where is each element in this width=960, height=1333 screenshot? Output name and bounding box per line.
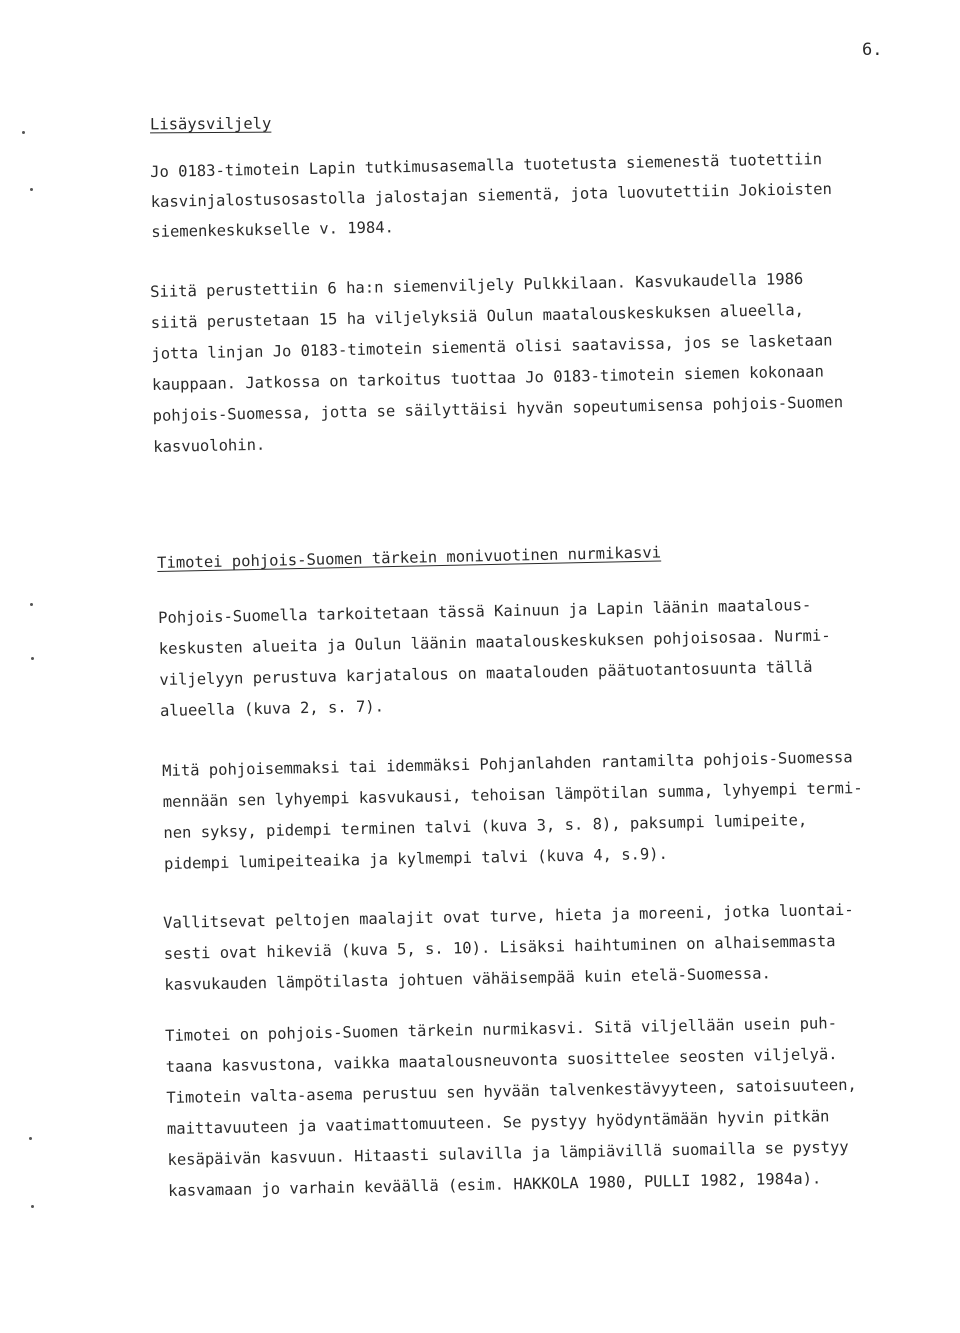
scan-speck	[31, 657, 34, 660]
text-line: alueella (kuva 2, s. 7).	[159, 697, 385, 720]
text-line: kesäpäivän kasvuun. Hitaasti sulavilla ja lämpiävillä suomailla se pystyy	[167, 1137, 849, 1169]
text-line: mennään sen lyhyempi kasvukausi, tehoisan lämpötilan summa, lyhyempi termi-	[162, 778, 863, 811]
text-line: siemenkeskukselle v. 1984.	[151, 218, 395, 241]
text-line: keskusten alueita ja Oulun läänin maatalouskeskuksen pohjoisosaa. Nurmi-	[158, 626, 831, 658]
paragraph	[150, 268, 893, 463]
text-line: taana kasvustona, vaikka maatalousneuvonta suosittelee seosten viljelyä.	[165, 1045, 838, 1076]
paragraph	[162, 747, 904, 872]
text-line: maittavuuteen ja vaatimattomuuteen. Se pystyy hyödyntämään hyvin pitkän	[166, 1107, 830, 1138]
paragraph	[165, 1013, 908, 1200]
scan-speck	[30, 603, 33, 606]
text-line: kasvamaan jo varhain keväällä (esim. HAKKOLA 1980, PULLI 1982, 1984a).	[167, 1169, 822, 1200]
text-line: Timotein valta-asema perustuu sen hyvään talvenkestävyyteen, satoisuuteen,	[166, 1075, 857, 1107]
paragraph	[163, 900, 904, 994]
paragraph	[158, 594, 900, 719]
page-number: 6.	[862, 40, 883, 60]
scan-speck	[31, 1205, 34, 1208]
scan-speck	[22, 131, 25, 134]
text-line: Mitä pohjoisemmaksi tai idemmäksi Pohjanlahden rantamilta pohjois-Suomessa	[162, 748, 853, 780]
text-line: Jo 0183-timotein Lapin tutkimusasemalla tuotetusta siemenestä tuotettiin	[150, 150, 823, 181]
text-line: Vallitsevat peltojen maalajit ovat turve, hieta ja moreeni, jotka luontai-	[163, 900, 854, 932]
text-line: siitä perustetaan 15 ha viljelyksiä Oulun maatalouskeskuksen alueella,	[150, 300, 805, 332]
section-heading: Timotei pohjois-Suomen tärkein monivuotinen nurmikasvi	[157, 543, 662, 572]
text-line: jotta linjan Jo 0183-timotein siementä olisi saatavissa, jos se lasketaan	[151, 331, 833, 363]
text-line: viljelyyn perustuva karjatalous on maatalouden päätuotantosuunta tällä	[159, 657, 813, 689]
text-line: Timotei on pohjois-Suomen tärkein nurmikasvi. Sitä viljellään usein puh-	[165, 1014, 838, 1045]
paragraph	[150, 149, 892, 253]
text-line: kasvuolohin.	[153, 435, 266, 456]
text-line: sesti ovat hikeviä (kuva 5, s. 10). Lisäksi haihtuminen on alhaisemmasta	[163, 932, 836, 963]
scan-speck	[30, 188, 33, 191]
text-line: kasvinjalostusosastolla jalostajan siementä, jota luovutettiin Jokioisten	[150, 179, 833, 211]
text-line: kasvukauden lämpötilasta johtuen vähäisempää kuin etelä-Suomessa.	[164, 964, 772, 994]
text-line: pohjois-Suomessa, jotta se säilyttäisi hyvän sopeutumisensa pohjois-Suomen	[152, 393, 844, 425]
section-heading: Lisäysviljely	[149, 114, 272, 134]
text-line: pidempi lumipeiteaika ja kylmempi talvi (kuva 4, s.9).	[163, 844, 669, 873]
text-line: Siitä perustettiin 6 ha:n siemenviljely Pulkkilaan. Kasvukaudella 1986	[150, 269, 804, 301]
scan-speck	[29, 1137, 32, 1140]
text-line: Pohjois-Suomella tarkoitetaan tässä Kainuun ja Lapin läänin maatalous-	[158, 595, 812, 627]
text-line: nen syksy, pidempi terminen talvi (kuva 3, s. 8), paksumpi lumipeite,	[163, 811, 808, 842]
text-line: kauppaan. Jatkossa on tarkoitus tuottaa Jo 0183-timotein siemen kokonaan	[151, 362, 824, 394]
